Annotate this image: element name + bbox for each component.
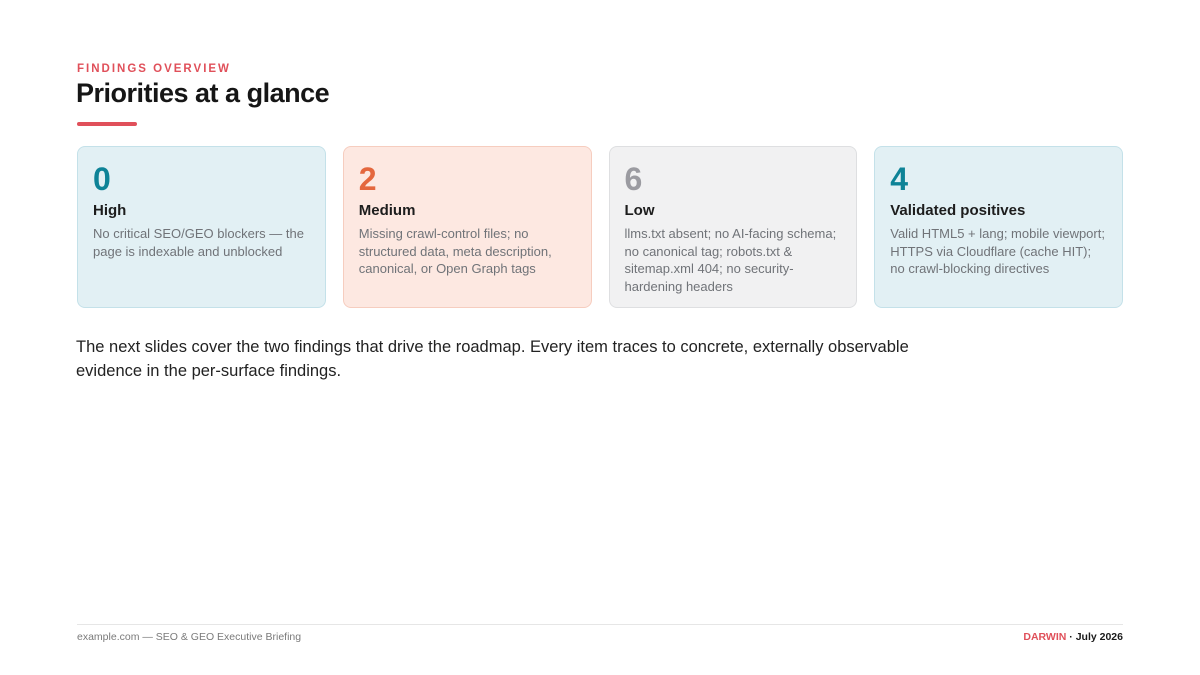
low-description: llms.txt absent; no AI-facing schema; no canonical tag; robots.txt & sitemap.xml 404; no security-hardening headers: [624, 226, 837, 294]
priority-card-high: [77, 146, 326, 308]
footer-source: example.com — SEO & GEO Executive Briefing: [77, 631, 302, 643]
medium-label: Medium: [358, 202, 416, 219]
priority-cards: [77, 146, 1123, 308]
priority-card-medium: [343, 146, 592, 308]
footer-separator: ·: [1066, 631, 1076, 643]
high-description: No critical SEO/GEO blockers — the page is indexable and unblocked: [93, 226, 304, 259]
priority-card-low: [609, 146, 858, 308]
high-count: 0: [93, 161, 111, 197]
low-count: 6: [624, 161, 643, 197]
section-eyebrow: FINDINGS OVERVIEW: [77, 63, 231, 75]
summary-paragraph: The next slides cover the two findings that drive the roadmap. Every item traces to concrete, externally observable evidence in the per-surface findings.: [76, 338, 909, 380]
footer-credit: [1023, 631, 1123, 643]
low-label: Low: [624, 202, 655, 219]
positives-description: Valid HTML5 + lang; mobile viewport; HTTPS via Cloudflare (cache HIT); no crawl-blocking directives: [890, 226, 1105, 277]
title-underline: [77, 122, 137, 126]
footer-date: July 2026: [1075, 631, 1123, 643]
footer-brand: DARWIN: [1023, 631, 1067, 643]
positives-label: Validated positives: [890, 202, 1026, 219]
priority-card-positives: [874, 146, 1123, 308]
positives-count: 4: [890, 161, 909, 197]
footer-divider: [77, 624, 1123, 625]
medium-description: Missing crawl-control files; no structured data, meta description, canonical, or Open Graph tags: [358, 226, 552, 277]
page-title: Priorities at a glance: [76, 78, 330, 108]
medium-count: 2: [358, 161, 377, 197]
high-label: High: [93, 202, 127, 219]
